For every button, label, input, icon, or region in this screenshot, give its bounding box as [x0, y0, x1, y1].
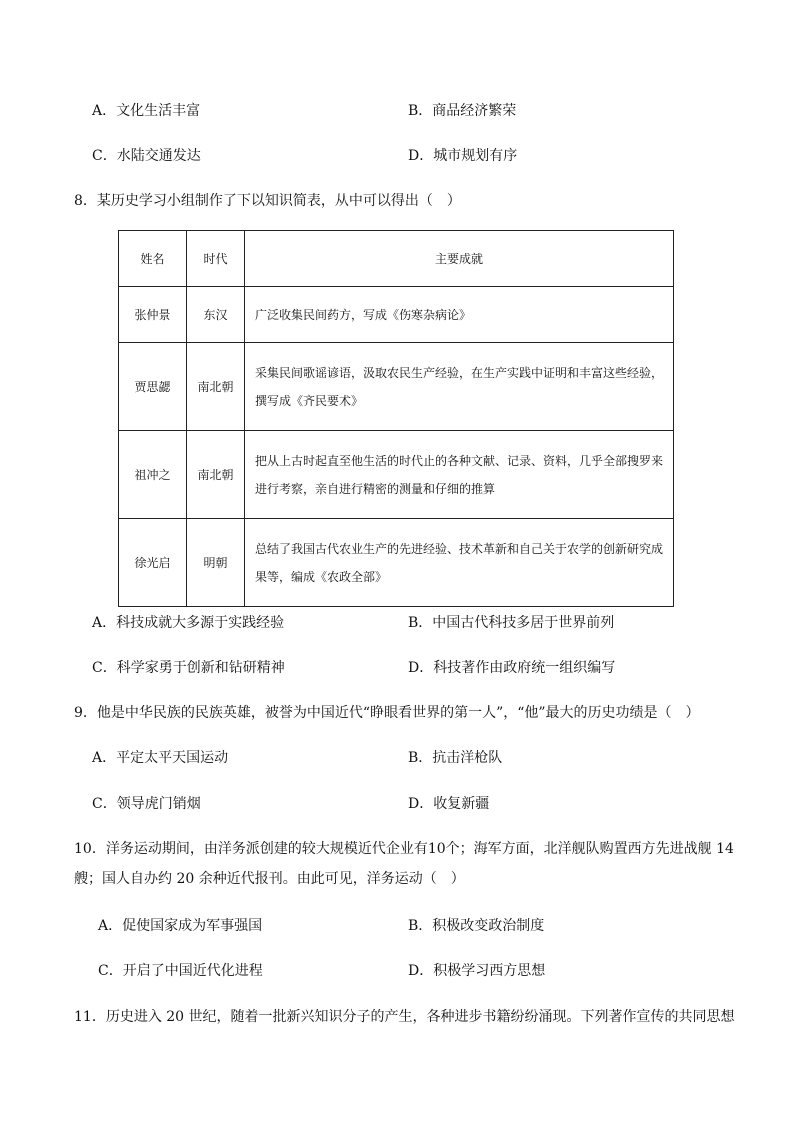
- q10-option-d: D．积极学习西方思想: [408, 963, 546, 979]
- q7-option-a: A．文化生活丰富: [92, 103, 201, 119]
- q10-stem-line-2: 艘；国人自办约 20 余种近代报刊。由此可见，洋务运动（ ）: [74, 871, 465, 887]
- table-header-row: [119, 231, 674, 287]
- q8-stem: 8．某历史学习小组制作了下以知识简表，从中可以得出（ ）: [74, 193, 461, 209]
- q10-stem-line-1: 10．洋务运动期间，由洋务派创建的较大规模近代企业有10个；海军方面，北洋舰队购置西方先进战舰 14: [74, 841, 734, 857]
- table-row: [119, 343, 674, 431]
- table-cell-name: 贾思勰: [119, 343, 187, 431]
- table-cell-name: 祖冲之: [119, 431, 187, 519]
- table-cell-achievement: 广泛收集民间药方，写成《伤寒杂病论》: [245, 287, 674, 343]
- q7-option-d: D．城市规划有序: [408, 148, 518, 164]
- q10-option-b: B．积极改变政治制度: [408, 918, 545, 934]
- table-cell-era: 明朝: [187, 519, 245, 607]
- table-cell-name: 徐光启: [119, 519, 187, 607]
- table-row: [119, 519, 674, 607]
- table-header: 时代: [187, 231, 245, 287]
- q9-option-d: D．收复新疆: [408, 796, 490, 812]
- q9-option-c: C．领导虎门销烟: [92, 796, 201, 812]
- q10-option-c: C．开启了中国近代化进程: [98, 963, 263, 979]
- table-cell-era: 东汉: [187, 287, 245, 343]
- q11-stem: 11．历史进入 20 世纪，随着一批新兴知识分子的产生，各种进步书籍纷纷涌现。下列著作宣传的共同思想: [74, 1009, 735, 1025]
- q8-option-d: D．科技著作由政府统一组织编写: [408, 660, 616, 676]
- q7-option-c: C．水陆交通发达: [92, 148, 201, 164]
- table-cell-era: 南北朝: [187, 343, 245, 431]
- q8-option-a: A．科技成就大多源于实践经验: [92, 615, 285, 631]
- q8-option-c: C．科学家勇于创新和钻研精神: [92, 660, 285, 676]
- table-cell-achievement: 采集民间歌谣谚语，汲取农民生产经验，在生产实践中证明和丰富这些经验，撰写成《齐民要术》: [245, 343, 674, 431]
- q7-option-b: B．商品经济繁荣: [408, 103, 517, 119]
- table-cell-name: 张仲景: [119, 287, 187, 343]
- q9-option-b: B．抗击洋枪队: [408, 750, 503, 766]
- table-row: [119, 287, 674, 343]
- table-cell-achievement: 把从上古时起直至他生活的时代止的各种文献、记录、资料，几乎全部搜罗来进行考察，亲自进行精密的测量和仔细的推算: [245, 431, 674, 519]
- q8-option-b: B．中国古代科技多居于世界前列: [408, 615, 615, 631]
- table-cell-era: 南北朝: [187, 431, 245, 519]
- knowledge-table: [118, 230, 674, 607]
- table-header: 主要成就: [245, 231, 674, 287]
- q9-stem: 9．他是中华民族的民族英雄，被誉为中国近代“睁眼看世界的第一人”，“他”最大的历史功绩是（ ）: [74, 705, 700, 721]
- q10-option-a: A．促使国家成为军事强国: [98, 918, 263, 934]
- table-cell-achievement: 总结了我国古代农业生产的先进经验、技术革新和自己关于农学的创新研究成果等，编成《农政全部》: [245, 519, 674, 607]
- table-row: [119, 431, 674, 519]
- q9-option-a: A．平定太平天国运动: [92, 750, 229, 766]
- table-header: 姓名: [119, 231, 187, 287]
